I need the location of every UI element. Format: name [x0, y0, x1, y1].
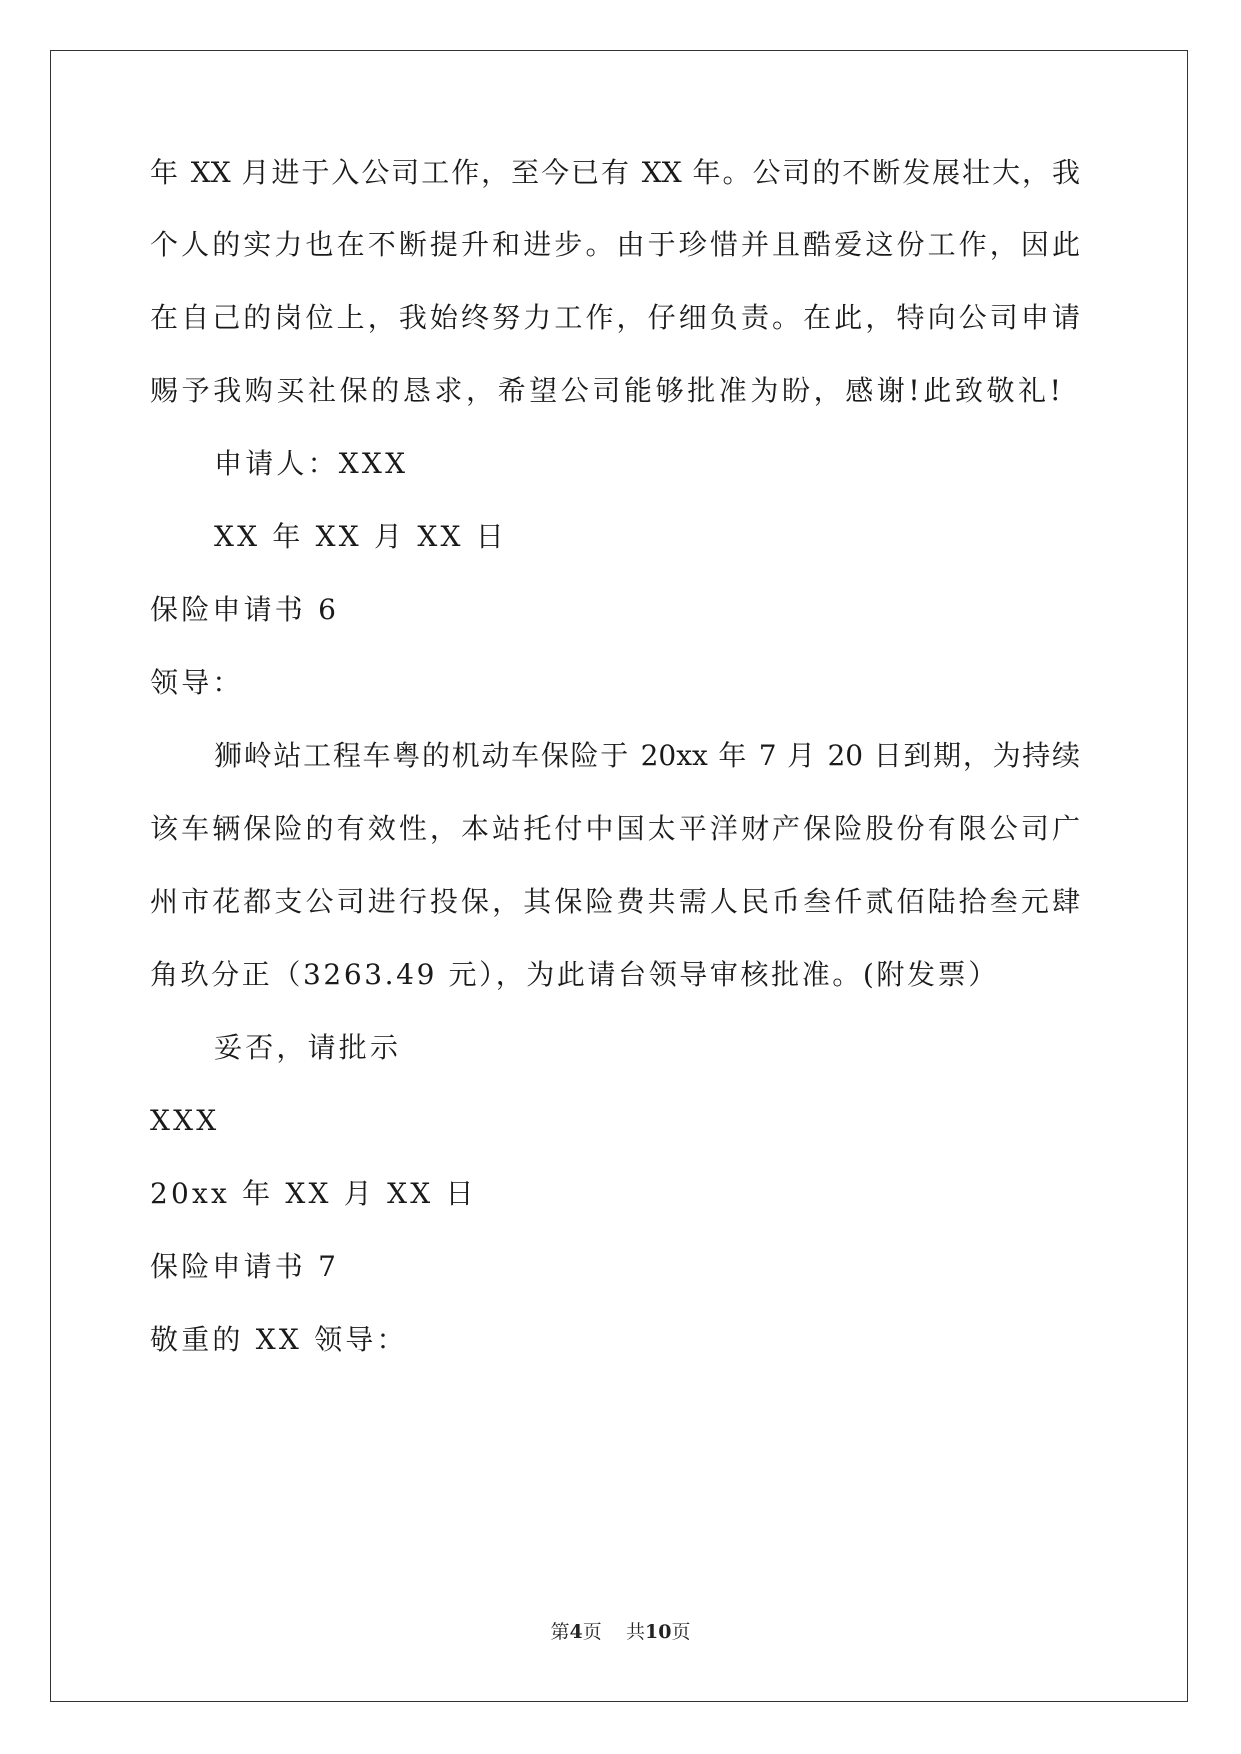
date-line: XX 年 XX 月 XX 日: [214, 520, 507, 553]
footer-total-unit: 页: [671, 1621, 691, 1643]
total-pages: 10: [644, 1621, 672, 1643]
paragraph-line: 年 XX 月进于入公司工作，至今已有 XX 年。公司的不断发展壮大，我: [150, 156, 1080, 189]
section-heading: 保险申请书 6: [150, 593, 340, 626]
paragraph-line: 在自己的岗位上，我始终努力工作，仔细负责。在此，特向公司申请: [150, 301, 1080, 334]
date-line: 20xx 年 XX 月 XX 日: [150, 1177, 477, 1210]
paragraph-line: 赐予我购买社保的恳求，希望公司能够批准为盼，感谢!此致敬礼!: [150, 374, 1065, 407]
footer-page-unit: 页: [582, 1621, 602, 1643]
paragraph-line: 州市花都支公司进行投保，其保险费共需人民币叁仟贰佰陆拾叁元肆: [150, 885, 1080, 918]
signature: XXX: [150, 1104, 220, 1137]
paragraph-line: 个人的实力也在不断提升和进步。由于珍惜并且酷爱这份工作，因此: [150, 228, 1080, 261]
salutation: 领导：: [150, 666, 244, 699]
footer-prefix: 第: [550, 1621, 570, 1643]
paragraph-line: 狮岭站工程车粤的机动车保险于 20xx 年 7 月 20 日到期，为持续: [214, 739, 1080, 772]
applicant-line: 申请人：XXX: [214, 447, 409, 480]
page-footer: [0, 1620, 1241, 1644]
approval-request: 妥否，请批示: [214, 1031, 402, 1064]
page-number: 4: [569, 1621, 583, 1643]
paragraph-line: 角玖分正（3263.49 元），为此请台领导审核批准。(附发票）: [150, 958, 999, 991]
paragraph-line: 该车辆保险的有效性，本站托付中国太平洋财产保险股份有限公司广: [150, 812, 1080, 845]
section-heading: 保险申请书 7: [150, 1250, 340, 1283]
salutation: 敬重的 XX 领导：: [150, 1323, 408, 1356]
footer-total-prefix: 共: [625, 1621, 645, 1643]
